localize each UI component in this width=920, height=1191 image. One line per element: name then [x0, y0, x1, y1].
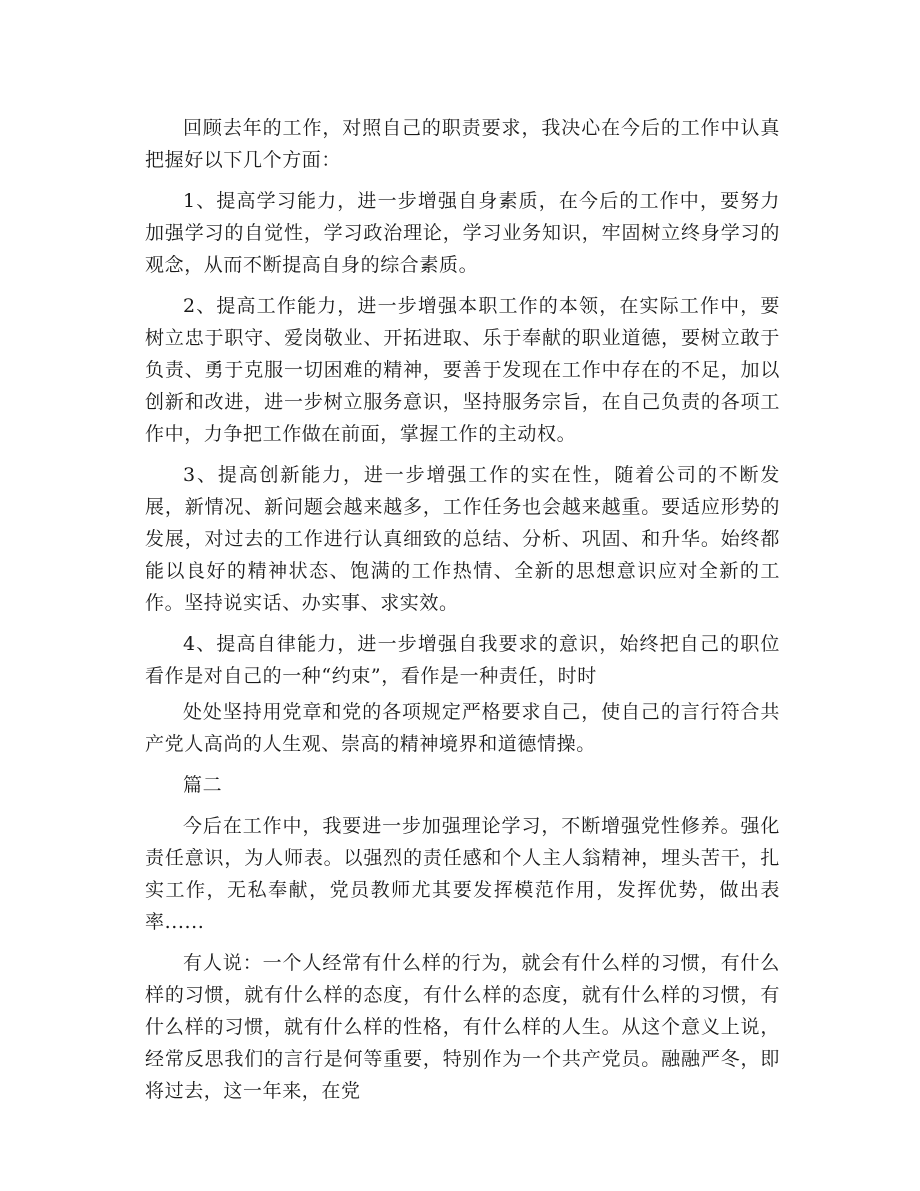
paragraph-item-1: 1、提高学习能力，进一步增强自身素质，在今后的工作中，要努力加强学习的自觉性，学习政治理论，学习业务知识，牢固树立终身学习的观念，从而不断提高自身的综合素质。 — [145, 190, 780, 276]
paragraph-part-two-2: 有人说：一个人经常有什么样的行为，就会有什么样的习惯，有什么样的习惯，就有什么样的态度，有什么样的态度，就有什么样的习惯，有什么样的习惯，就有什么样的性格，有什么样的人生。从这个意义上说，经常反思我们的言行是何等重要，特别作为一个共产党员。融融严冬，即将过去，这一年来，在党 — [145, 952, 780, 1102]
document-body — [145, 112, 780, 1116]
paragraph-intro: 回顾去年的工作，对照自己的职责要求，我决心在今后的工作中认真把握好以下几个方面： — [145, 117, 780, 171]
paragraph-item-4-continued: 处处坚持用党章和党的各项规定严格要求自己，使自己的言行符合共产党人高尚的人生观、崇高的精神境界和道德情操。 — [145, 701, 780, 755]
section-heading-part-two: 篇二 — [183, 774, 223, 796]
paragraph-item-2: 2、提高工作能力，进一步增强本职工作的本领，在实际工作中，要树立忠于职守、爱岗敬业、开拓进取、乐于奉献的职业道德，要树立敢于负责、勇于克服一切困难的精神，要善于发现在工作中存在的不足，加以创新和改进，进一步树立服务意识，坚持服务宗旨，在自己负责的各项工作中，力争把工作做在前面，掌握工作的主动权。 — [145, 295, 780, 445]
paragraph-item-4: 4、提高自律能力，进一步增强自我要求的意识，始终把自己的职位看作是对自己的一种“约束”，看作是一种责任，时时 — [145, 633, 780, 687]
paragraph-part-two-1: 今后在工作中，我要进一步加强理论学习，不断增强党性修养。强化责任意识，为人师表。以强烈的责任感和个人主人翁精神，埋头苦干，扎实工作，无私奉献，党员教师尤其要发挥模范作用，发挥优势，做出表率...... — [145, 815, 780, 933]
paragraph-item-3: 3、提高创新能力，进一步增强工作的实在性，随着公司的不断发展，新情况、新问题会越来越多，工作任务也会越来越重。要适应形势的发展，对过去的工作进行认真细致的总结、分析、巩固、和升华。始终都能以良好的精神状态、饱满的工作热情、全新的思想意识应对全新的工作。坚持说实话、办实事、求实效。 — [145, 464, 780, 614]
